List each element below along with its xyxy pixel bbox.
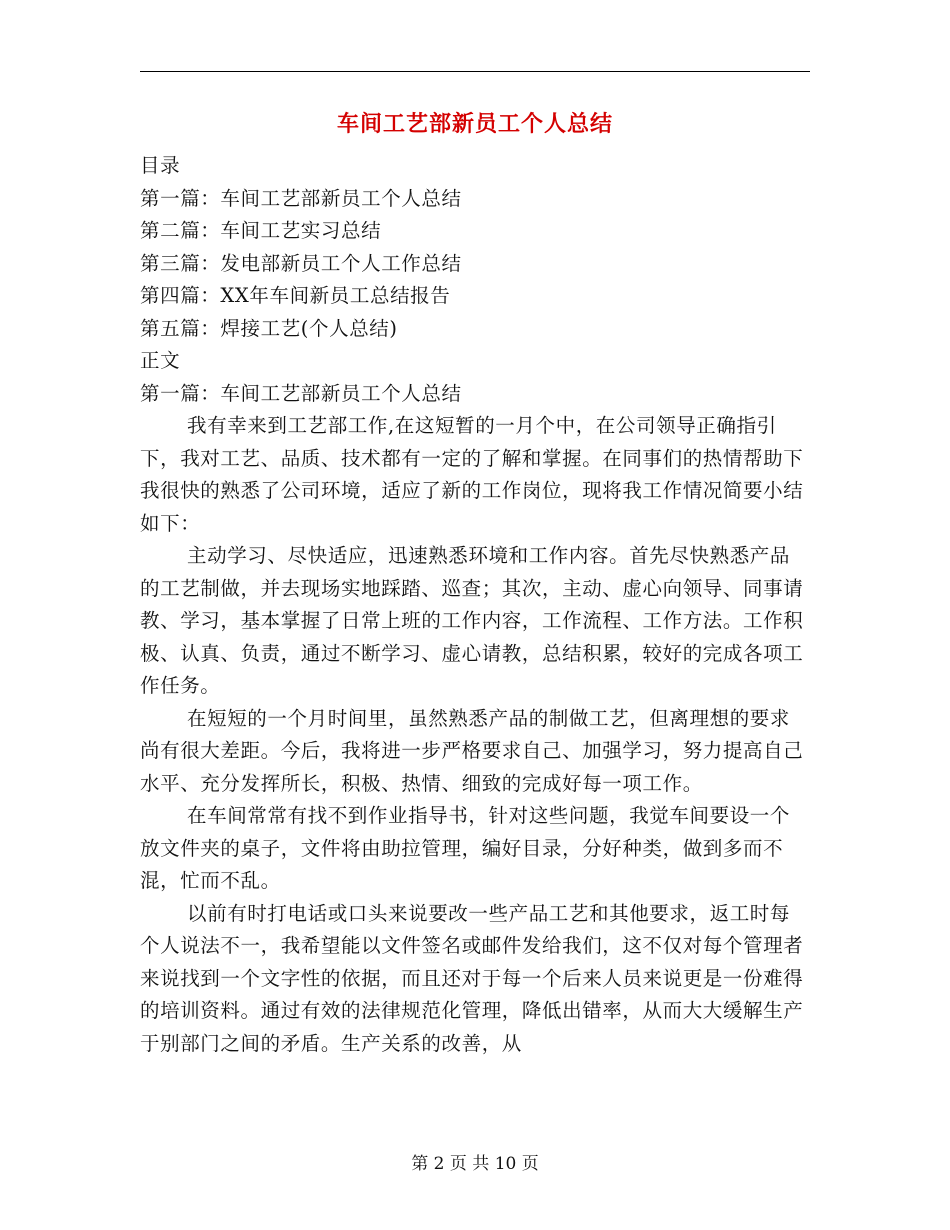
toc-heading: 目录 <box>140 154 181 177</box>
document-title: 车间工艺部新员工个人总结 <box>336 112 613 137</box>
body-paragraph: 主动学习、尽快适应，迅速熟悉环境和工作内容。首先尽快熟悉产品的工艺制做，并去现场实地踩踏、巡查；其次，主动、虚心向领导、同事请教、学习，基本掌握了日常上班的工作内容，工作流程、工作方法。工作积极、认真、负责，通过不断学习、虚心请教，总结积累，较好的完成各项工作任务。 <box>140 544 804 697</box>
body-heading: 正文 <box>140 349 181 372</box>
toc-item: 第一篇：车间工艺部新员工个人总结 <box>140 186 462 210</box>
body-paragraph: 在车间常常有找不到作业指导书，针对这些问题，我觉车间要设一个放文件夹的桌子，文件将由助拉管理，编好目录，分好种类，做到多而不混，忙而不乱。 <box>140 804 791 892</box>
toc-item: 第五篇：焊接工艺(个人总结) <box>140 316 398 340</box>
body-paragraph: 以前有时打电话或口头来说要改一些产品工艺和其他要求，返工时每个人说法不一，我希望能以文件签名或邮件发给我们，这不仅对每个管理者来说找到一个文字性的依据，而且还对于每一个后来人员来说更是一份难得的培训资料。通过有效的法律规范化管理，降低出错率，从而大大缓解生产于别部门之间的矛盾。生产关系的改善，从 <box>140 901 804 1055</box>
header-rule <box>140 71 810 72</box>
toc-item: 第四篇：XX年车间新员工总结报告 <box>140 284 451 307</box>
body-paragraph: 我有幸来到工艺部工作,在这短暂的一月个中，在公司领导正确指引下，我对工艺、品质、技术都有一定的了解和掌握。在同事们的热情帮助下我很快的熟悉了公司环境，适应了新的工作岗位，现将我工作情况简要小结如下： <box>140 414 804 535</box>
toc-item: 第二篇：车间工艺实习总结 <box>140 219 382 242</box>
toc-item: 第三篇：发电部新员工个人工作总结 <box>140 251 462 275</box>
document-body <box>140 150 810 1060</box>
page-number: 第 2 页 共 10 页 <box>411 1154 539 1174</box>
section-title: 第一篇：车间工艺部新员工个人总结 <box>140 381 462 405</box>
body-paragraph: 在短短的一个月时间里，虽然熟悉产品的制做工艺，但离理想的要求尚有很大差距。今后，我将进一步严格要求自己、加强学习，努力提高自己水平、充分发挥所长，积极、热情、细致的完成好每一项工作。 <box>140 706 804 795</box>
